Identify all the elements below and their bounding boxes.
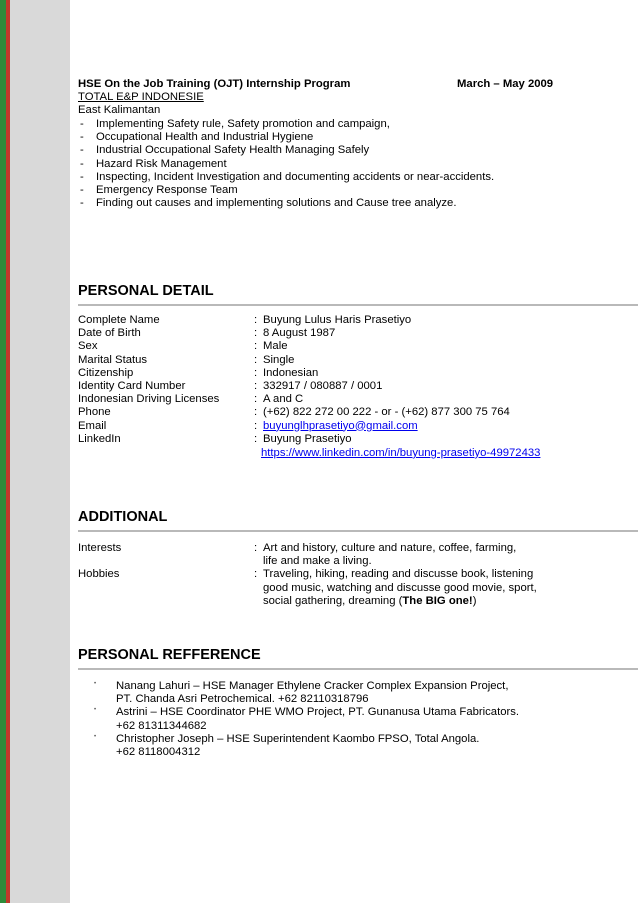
list-item: - Emergency Response Team xyxy=(80,183,238,196)
list-item: - Finding out causes and implementing solutions and Cause tree analyze. xyxy=(80,197,457,210)
table-row: life and make a living. xyxy=(263,555,372,568)
table-row: Citizenship : Indonesian xyxy=(78,366,319,379)
table-row: Sex : Male xyxy=(78,340,288,353)
bullet-icon: • xyxy=(94,707,97,714)
list-item: - Hazard Risk Management xyxy=(80,157,227,170)
dash-marker: - xyxy=(80,183,84,196)
table-row: good music, watching and discusse good movie, sport, xyxy=(263,581,537,594)
reference-list xyxy=(78,680,519,759)
list-item: - Implementing Safety rule, Safety promotion and campaign, xyxy=(80,118,390,130)
table-row: Indonesian Driving Licenses : A and C xyxy=(78,393,304,406)
table-row: Email : buyunglhprasetiyo@gmail.com xyxy=(78,419,418,432)
list-item: - Inspecting, Incident Investigation and documenting accidents or near-accidents. xyxy=(80,170,495,183)
left-gray-margin xyxy=(10,0,70,903)
dash-marker: - xyxy=(80,131,84,144)
experience-title: HSE On the Job Training (OJT) Internship Program xyxy=(78,78,351,90)
additional-table xyxy=(78,542,638,608)
dash-marker: - xyxy=(80,170,84,183)
list-item: • Christopher Joseph – HSE Superintendent Kaombo FPSO, Total Angola. +62 8118004312 xyxy=(94,732,480,759)
table-row: Date of Birth : 8 August 1987 xyxy=(78,327,336,340)
dash-marker: - xyxy=(80,144,84,157)
section-divider xyxy=(78,304,638,306)
list-item: • Nanang Lahuri – HSE Manager Ethylene Cracker Complex Expansion Project, PT. Chanda Asri Petrochemical. +62 82110318796 xyxy=(94,680,509,706)
list-item: • Astrini – HSE Coordinator PHE WMO Project, PT. Gunanusa Utama Fabricators. +62 81311344682 xyxy=(94,706,520,732)
section-heading-personal-detail: PERSONAL DETAIL xyxy=(78,283,214,299)
list-item: - Industrial Occupational Safety Health Managing Safely xyxy=(80,144,370,157)
dash-marker: - xyxy=(80,157,84,170)
linkedin-link[interactable]: https://www.linkedin.com/in/buyung-prasetiyo-49972433 xyxy=(261,446,541,459)
table-row: Identity Card Number : 332917 / 080887 / 0001 xyxy=(78,379,383,392)
experience-duties-list xyxy=(78,118,494,210)
list-item: - Occupational Health and Industrial Hygiene xyxy=(80,131,314,144)
personal-detail-table xyxy=(78,314,638,460)
table-row: Marital Status : Single xyxy=(78,353,295,366)
table-row: Complete Name : Buyung Lulus Haris Prasetiyo xyxy=(78,314,412,326)
bullet-icon: • xyxy=(94,681,97,687)
section-divider xyxy=(78,668,638,670)
experience-date: March – May 2009 xyxy=(457,78,554,90)
section-heading-personal-reference: PERSONAL REFFERENCE xyxy=(78,647,261,663)
email-link[interactable]: buyunglhprasetiyo@gmail.com xyxy=(263,419,418,432)
section-heading-additional: ADDITIONAL xyxy=(78,509,168,525)
table-row xyxy=(78,446,638,460)
experience-company: TOTAL E&P INDONESIE xyxy=(78,91,204,103)
dash-marker: - xyxy=(80,197,84,210)
table-row: Phone : (+62) 822 272 00 222 - or - (+62) 877 300 75 764 xyxy=(78,406,510,419)
table-row: Hobbies : Traveling, hiking, reading and discusse book, listening xyxy=(78,568,534,581)
section-divider xyxy=(78,530,638,532)
bullet-icon: • xyxy=(94,733,97,740)
table-row: Interests : Art and history, culture and nature, coffee, farming, xyxy=(78,542,517,554)
table-row: social gathering, dreaming (The BIG one!) xyxy=(263,594,477,607)
experience-location: East Kalimantan xyxy=(78,104,161,116)
table-row: LinkedIn : Buyung Prasetiyo xyxy=(78,432,352,445)
dash-marker: - xyxy=(80,118,84,130)
